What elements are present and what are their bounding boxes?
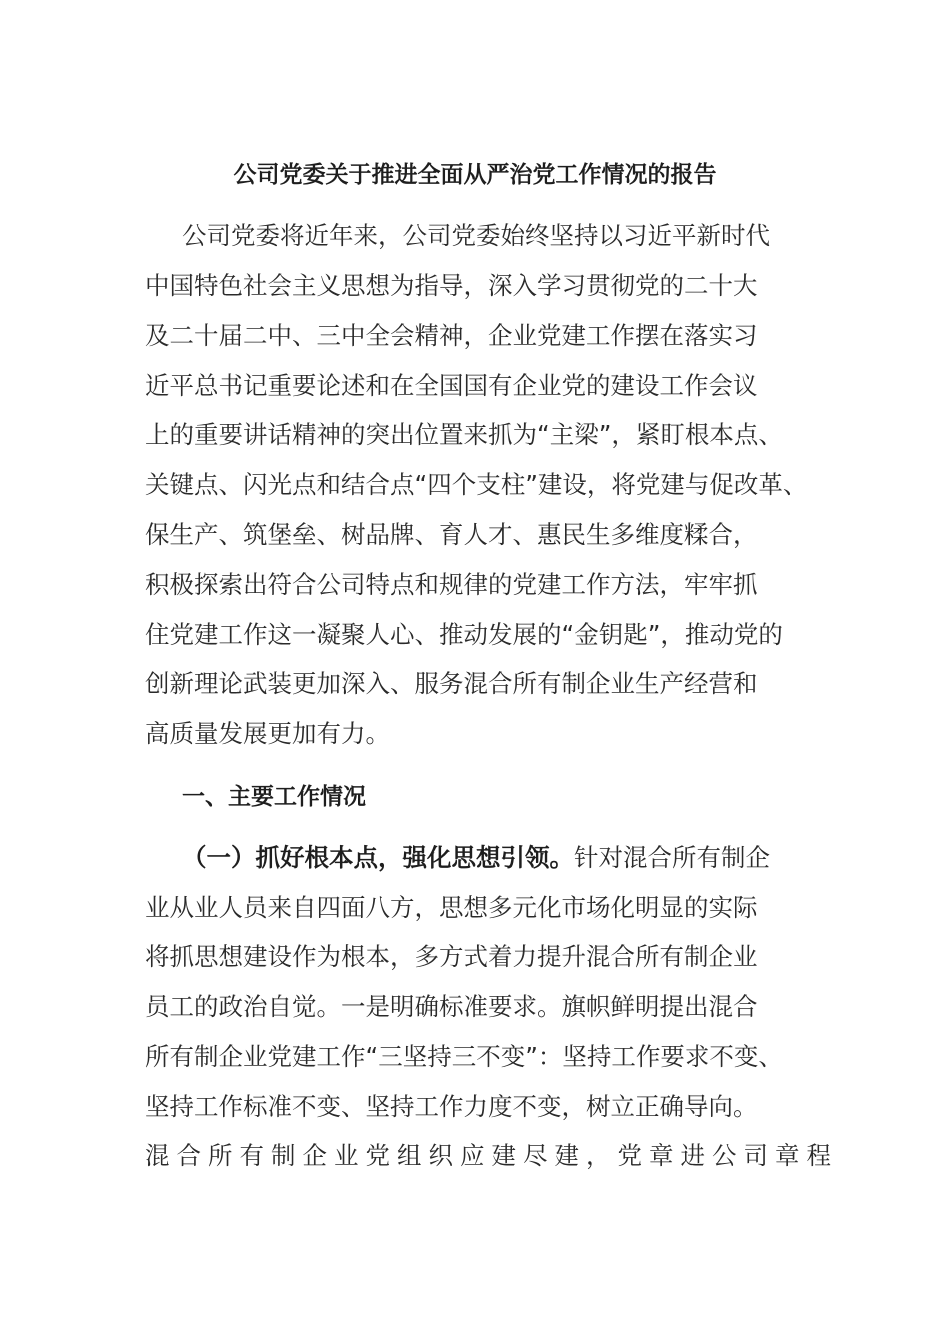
subsection-line: 混合所有制企业党组织应建尽建，党章进公司章程 <box>145 1141 838 1170</box>
section-heading: 一、主要工作情况 <box>182 784 366 810</box>
intro-line: 住党建工作这一凝聚人心、推动发展的“金钥匙”，推动党的 <box>145 620 783 649</box>
intro-line: 近平总书记重要论述和在全国国有企业党的建设工作会议 <box>145 371 758 400</box>
intro-line: 保生产、筑堡垒、树品牌、育人才、惠民生多维度糅合， <box>145 520 758 549</box>
subsection-line: 所有制企业党建工作“三坚持三不变”：坚持工作要求不变、 <box>145 1042 783 1071</box>
document-title: 公司党委关于推进全面从严治党工作情况的报告 <box>233 162 717 188</box>
intro-line: 积极探索出符合公司特点和规律的党建工作方法，牢牢抓 <box>145 570 758 599</box>
subsection-first-line-rest: 针对混合所有制企 <box>574 843 770 872</box>
intro-line: 创新理论武装更加深入、服务混合所有制企业生产经营和 <box>145 669 758 698</box>
intro-line: 中国特色社会主义思想为指导，深入学习贯彻党的二十大 <box>145 271 758 300</box>
subsection-line: 将抓思想建设作为根本，多方式着力提升混合所有制企业 <box>145 942 758 971</box>
subsection-line: 员工的政治自觉。一是明确标准要求。旗帜鲜明提出混合 <box>145 992 758 1021</box>
intro-line: 高质量发展更加有力。 <box>145 719 390 748</box>
subsection-lead: （一）抓好根本点，强化思想引领。 <box>182 843 574 872</box>
intro-line: 关键点、闪光点和结合点“四个支柱”建设，将党建与促改革、 <box>145 470 808 499</box>
subsection-first-line <box>182 840 770 876</box>
subsection-line: 坚持工作标准不变、坚持工作力度不变，树立正确导向。 <box>145 1092 758 1121</box>
subsection-line: 业从业人员来自四面八方，思想多元化市场化明显的实际 <box>145 893 758 922</box>
intro-line: 及二十届二中、三中全会精神，企业党建工作摆在落实习 <box>145 321 758 350</box>
intro-line: 上的重要讲话精神的突出位置来抓为“主梁”，紧盯根本点、 <box>145 420 783 449</box>
intro-line: 公司党委将近年来，公司党委始终坚持以习近平新时代 <box>182 221 770 250</box>
